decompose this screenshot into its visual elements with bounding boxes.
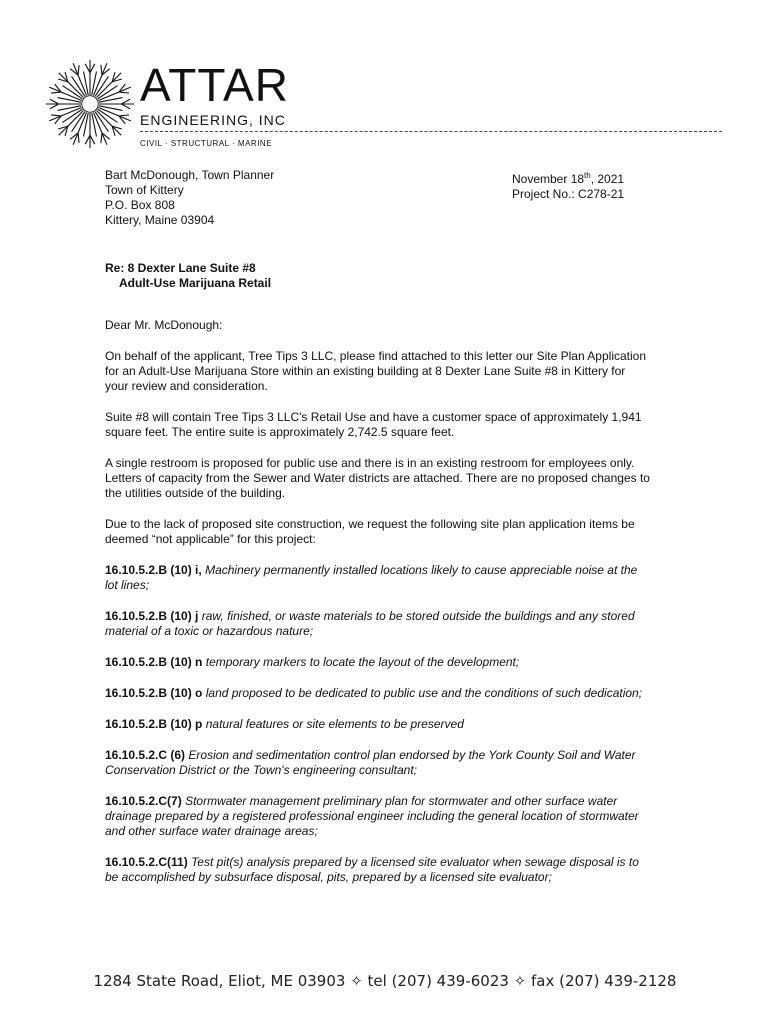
code-ref: 16.10.5.2.B (10) j [105,609,199,623]
code-ref: 16.10.5.2.B (10) i, [105,563,202,577]
sunburst-logo-icon [44,58,136,150]
subject-line-2: Adult-Use Marijuana Retail [119,276,272,290]
code-text: temporary markers to locate the layout of the development; [205,655,520,669]
paragraph: Due to the lack of proposed site construction, we request the following site plan application items be deemed “not applicable” for this project: [105,517,635,546]
code-text: Stormwater management preliminary plan for stormwater and other surface water drainage prepared by a registered professional engineer including the general location of stormwater and other surface water drainage areas; [105,794,639,838]
code-ref: 16.10.5.2.B (10) o [105,686,203,700]
code-item [105,686,650,701]
code-text: land proposed to be dedicated to public use and the conditions of such dedication; [205,686,643,700]
letter-date: November 18th, 2021 [512,171,625,186]
paragraph: On behalf of the applicant, Tree Tips 3 LLC, please find attached to this letter our Site Plan Application for an Adult-Use Marijuana Store within an existing building at 8 Dexter Lane Suite #8 in Kittery for your review and consideration. [105,349,647,393]
company-name: ATTAR [140,59,289,111]
letterhead-rule [140,131,722,132]
letter-meta [512,168,624,202]
company-subtitle: ENGINEERING, INC [140,112,286,128]
salutation: Dear Mr. McDonough: [105,318,223,332]
code-item [105,609,650,639]
project-number: Project No.: C278-21 [512,187,625,201]
paragraph: A single restroom is proposed for public use and there is in an existing restroom for employees only. Letters of capacity from the Sewer and Water districts are attached. There are no proposed changes to the utilities outside of the building. [105,456,650,500]
code-item [105,717,650,732]
recipient-line: Bart McDonough, Town Planner [105,168,275,182]
code-ref: 16.10.5.2.C(11) [105,855,188,869]
code-ref: 16.10.5.2.B (10) n [105,655,203,669]
code-text: raw, finished, or waste materials to be stored outside the buildings and any stored material of a toxic or hazardous nature; [105,609,635,638]
footer-address: 1284 State Road, Eliot, ME 03903 ✧ tel (207) 439-6023 ✧ fax (207) 439-2128 [93,972,677,990]
recipient-line: Kittery, Maine 03904 [105,213,215,227]
code-ref: 16.10.5.2.B (10) p [105,717,203,731]
subject-line-1: Re: 8 Dexter Lane Suite #8 [105,261,256,275]
recipient-line: Town of Kittery [105,183,184,197]
paragraph: Suite #8 will contain Tree Tips 3 LLC's Retail Use and have a customer space of approximately 1,941 square feet. The entire suite is approximately 2,742.5 square feet. [105,410,642,439]
company-tagline: CIVIL · STRUCTURAL · MARINE [140,139,273,148]
code-text: Erosion and sedimentation control plan endorsed by the York County Soil and Water Conservation District or the Town's engineering consultant; [105,748,636,777]
recipient-address [105,168,274,228]
code-ref: 16.10.5.2.C (6) [105,748,186,762]
code-text: Machinery permanently installed locations likely to cause appreciable noise at the lot lines; [105,563,638,592]
code-item [105,655,650,670]
code-text: natural features or site elements to be preserved [205,717,464,731]
letter-body [105,318,650,901]
subject [105,261,271,291]
code-item [105,794,650,839]
code-item [105,855,650,885]
letterhead [140,59,289,128]
code-ref: 16.10.5.2.C(7) [105,794,182,808]
code-item [105,748,650,778]
recipient-line: P.O. Box 808 [105,198,175,212]
code-item [105,563,650,593]
code-text: Test pit(s) analysis prepared by a licensed site evaluator when sewage disposal is to be accomplished by subsurface disposal, pits, prepared by a licensed site evaluator; [105,855,639,884]
